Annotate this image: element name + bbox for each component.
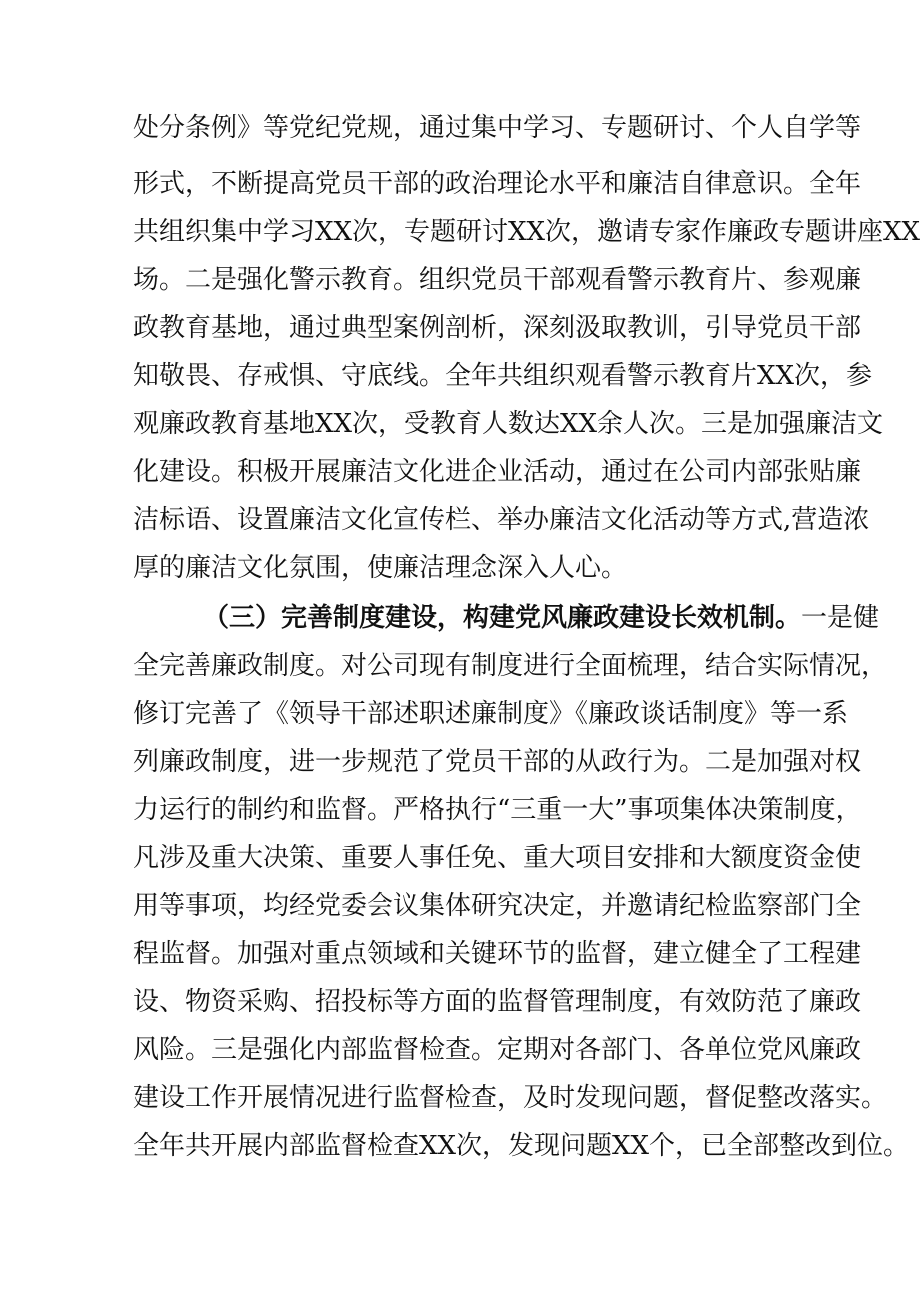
paragraph-line: 洁标语、设置廉洁文化宣传栏、举办廉洁文化活动等方式,营造浓 — [133, 505, 870, 535]
paragraph-line: 共组织集中学习XX次，专题研讨XX次，邀请专家作廉政专题讲座XX — [133, 217, 920, 247]
section-heading: （三）完善制度建设，构建党风廉政建设长效机制。 — [203, 603, 802, 633]
paragraph-line: 凡涉及重大决策、重要人事任免、重大项目安排和大额度资金使 — [133, 843, 862, 873]
paragraph-line: 政教育基地，通过典型案例剖析，深刻汲取教训，引导党员干部 — [133, 313, 862, 343]
paragraph-line: 场。二是强化警示教育。组织党员干部观看警示教育片、参观廉 — [133, 265, 862, 295]
paragraph-line: 建设工作开展情况进行监督检查，及时发现问题，督促整改落实。 — [133, 1083, 888, 1113]
paragraph-line: 处分条例》等党纪党规，通过集中学习、专题研讨、个人自学等 — [133, 113, 862, 143]
paragraph-line: 力运行的制约和监督。严格执行“三重一大”事项集体决策制度， — [133, 795, 862, 825]
paragraph-line: 风险。三是强化内部监督检查。定期对各部门、各单位党风廉政 — [133, 1035, 862, 1065]
paragraph-line: 厚的廉洁文化氛围，使廉洁理念深入人心。 — [133, 553, 628, 583]
paragraph-line: 全年共开展内部监督检查XX次，发现问题XX个，已全部整改到位。 — [133, 1131, 910, 1161]
paragraph-line: 列廉政制度，进一步规范了党员干部的从政行为。二是加强对权 — [133, 747, 862, 777]
paragraph-line: 程监督。加强对重点领域和关键环节的监督，建立健全了工程建 — [133, 939, 862, 969]
paragraph-line: 化建设。积极开展廉洁文化进企业活动，通过在公司内部张贴廉 — [133, 457, 862, 487]
paragraph-line: 设、物资采购、招投标等方面的监督管理制度，有效防范了廉政 — [133, 987, 862, 1017]
paragraph-line: 用等事项，均经党委会议集体研究决定，并邀请纪检监察部门全 — [133, 891, 862, 921]
paragraph-line: 知敬畏、存戒惧、守底线。全年共组织观看警示教育片XX次，参 — [133, 361, 873, 391]
section-heading-line — [203, 598, 880, 638]
paragraph-line: 观廉政教育基地XX次，受教育人数达XX余人次。三是加强廉洁文 — [133, 409, 884, 439]
paragraph-line: 修订完善了《领导干部述职述廉制度》《廉政谈话制度》等一系 — [133, 699, 849, 729]
paragraph-line-rest: 一是健 — [801, 603, 880, 633]
paragraph-line: 全完善廉政制度。对公司现有制度进行全面梳理，结合实际情况， — [133, 651, 888, 681]
paragraph-line: 形式，不断提高党员干部的政治理论水平和廉洁自律意识。全年 — [133, 169, 862, 199]
